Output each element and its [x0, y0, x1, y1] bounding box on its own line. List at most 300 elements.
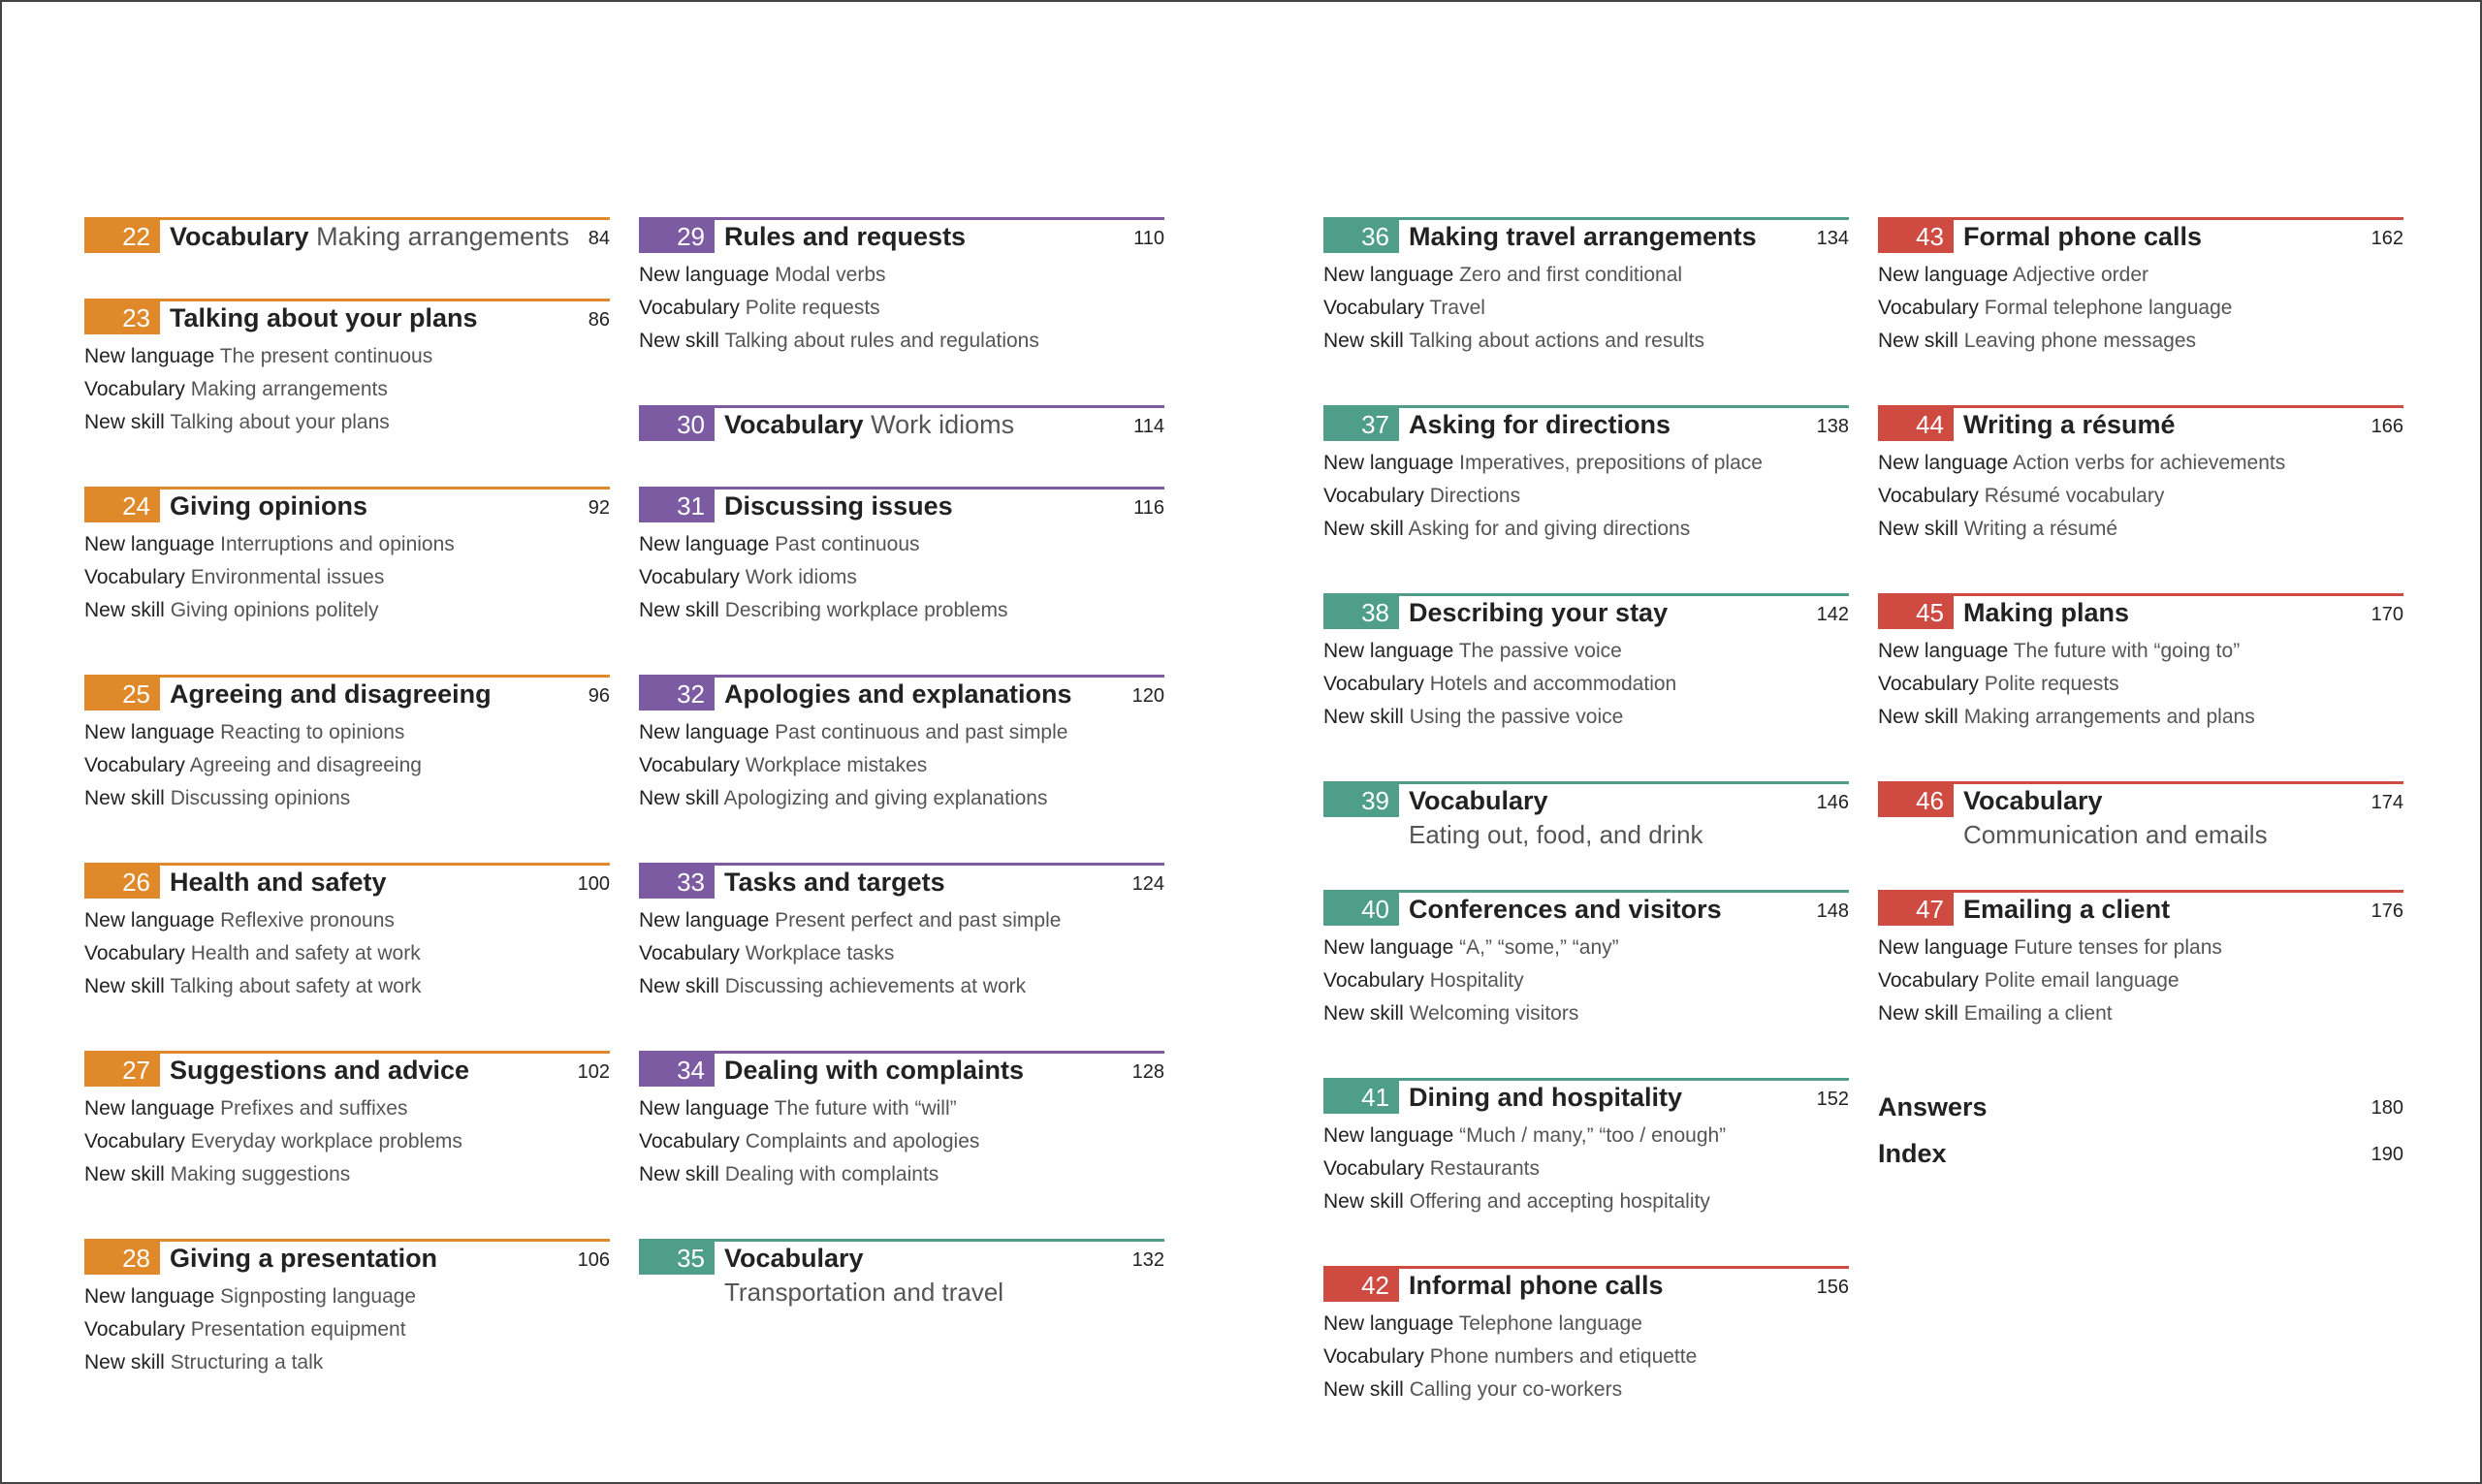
section-title: Answers — [1878, 1092, 1988, 1121]
new-skill-line — [1878, 997, 2403, 1030]
vocabulary-line-label: Vocabulary — [1878, 297, 1979, 319]
entry-title — [1963, 220, 2202, 253]
new-language-line-label: New language — [1878, 452, 2009, 474]
toc-entry[interactable] — [84, 299, 610, 439]
new-skill-line — [84, 970, 610, 1003]
page-number: 134 — [1816, 228, 1849, 249]
vocabulary-line-value: Hospitality — [1429, 969, 1524, 992]
new-skill-line-value: Giving opinions politely — [170, 599, 379, 621]
toc-entry[interactable] — [1323, 593, 1849, 734]
entry-header — [1323, 405, 1849, 445]
entry-title-text: Vocabulary — [170, 222, 309, 251]
chapter-number-badge: 42 — [1323, 1269, 1399, 1302]
page-number: 86 — [588, 309, 610, 331]
entry-title — [170, 1054, 469, 1087]
entry-details — [1323, 1118, 1849, 1218]
entry-title — [1409, 1269, 1664, 1302]
toc-entry[interactable] — [1878, 890, 2403, 1030]
entry-title — [1409, 893, 1722, 926]
new-skill-line-value: Describing workplace problems — [724, 599, 1008, 621]
page-number: 190 — [2371, 1144, 2403, 1165]
entry-title — [1963, 596, 2129, 629]
new-language-line-label: New language — [639, 533, 770, 555]
new-language-line — [1323, 635, 1849, 668]
entry-header — [1878, 781, 2403, 821]
toc-entry[interactable] — [639, 487, 1164, 627]
vocabulary-line-label: Vocabulary — [84, 942, 185, 964]
new-skill-line — [1323, 701, 1849, 734]
new-language-line-value: The present continuous — [219, 345, 433, 367]
new-language-line-value: Present perfect and past simple — [775, 909, 1062, 931]
entry-header — [639, 405, 1164, 445]
chapter-number-badge: 23 — [84, 301, 160, 334]
entry-details — [1878, 633, 2403, 734]
entry-title — [1409, 596, 1668, 629]
new-skill-line — [1878, 701, 2403, 734]
chapter-number-badge: 22 — [84, 220, 160, 253]
vocabulary-line-value: Workplace tasks — [745, 942, 895, 964]
chapter-number-badge: 43 — [1878, 220, 1954, 253]
vocabulary-line — [639, 749, 1164, 782]
entry-header — [84, 487, 610, 526]
new-language-line-label: New language — [639, 264, 770, 286]
entry-subtitle: Making arrangements — [316, 222, 570, 251]
entry-title-text: Giving opinions — [170, 491, 367, 521]
new-skill-line-value: Leaving phone messages — [1963, 330, 2197, 352]
entry-subtitle: Eating out, food, and drink — [1409, 820, 1703, 849]
vocabulary-line-value: Workplace mistakes — [745, 754, 928, 776]
toc-entry[interactable] — [1878, 217, 2403, 358]
toc-entry[interactable] — [639, 217, 1164, 358]
toc-entry[interactable] — [639, 1239, 1164, 1308]
entry-details — [1878, 257, 2403, 358]
toc-entry[interactable] — [639, 1051, 1164, 1191]
new-language-line-value: Modal verbs — [775, 264, 886, 286]
new-language-line — [639, 1092, 1164, 1125]
entry-title — [724, 489, 953, 522]
new-skill-line-value: Dealing with complaints — [724, 1163, 939, 1185]
new-language-line-value: Past continuous and past simple — [775, 721, 1068, 743]
entry-header — [639, 487, 1164, 526]
entry-details — [639, 257, 1164, 358]
entry-details — [84, 714, 610, 815]
section-title: Index — [1878, 1139, 1947, 1168]
new-language-line-label: New language — [1323, 936, 1454, 959]
new-language-line-label: New language — [1323, 1312, 1454, 1335]
new-skill-line — [639, 594, 1164, 627]
new-skill-line-value: Talking about your plans — [170, 411, 390, 433]
entry-title-text: Talking about your plans — [170, 303, 478, 332]
toc-entry[interactable] — [84, 1239, 610, 1379]
toc-entry[interactable] — [1323, 217, 1849, 358]
new-skill-line-value: Making arrangements and plans — [1963, 706, 2255, 728]
entry-title-text: Informal phone calls — [1409, 1271, 1664, 1300]
new-skill-line-label: New skill — [1323, 330, 1404, 352]
vocabulary-line-value: Formal telephone language — [1984, 297, 2233, 319]
new-skill-line — [1323, 1373, 1849, 1406]
chapter-number-badge: 46 — [1878, 784, 1954, 817]
entry-details — [1323, 930, 1849, 1030]
new-skill-line-label: New skill — [1323, 706, 1404, 728]
entry-header — [1323, 1266, 1849, 1306]
vocabulary-line-value: Environmental issues — [190, 566, 385, 588]
page-number: 156 — [1816, 1277, 1849, 1298]
new-language-line-label: New language — [639, 909, 770, 931]
entry-header — [639, 1051, 1164, 1090]
chapter-number-badge: 33 — [639, 866, 715, 899]
toc-entry[interactable] — [1878, 405, 2403, 546]
new-skill-line-label: New skill — [84, 411, 165, 433]
vocabulary-line-value: Hotels and accommodation — [1429, 673, 1677, 695]
entry-title-text: Apologies and explanations — [724, 679, 1072, 709]
entry-details — [1878, 930, 2403, 1030]
entry-header — [1323, 890, 1849, 930]
entry-details — [639, 1090, 1164, 1191]
new-skill-line-value: Offering and accepting hospitality — [1409, 1190, 1710, 1213]
entry-title — [170, 220, 569, 253]
chapter-number-badge: 47 — [1878, 893, 1954, 926]
chapter-number-badge: 37 — [1323, 408, 1399, 441]
vocabulary-line-value: Everyday workplace problems — [190, 1130, 462, 1152]
toc-index-entry[interactable] — [1878, 1134, 2403, 1173]
chapter-number-badge: 35 — [639, 1242, 715, 1275]
vocabulary-line-value: Restaurants — [1429, 1157, 1540, 1180]
entry-title — [1963, 784, 2103, 817]
new-language-line-value: Telephone language — [1458, 1312, 1642, 1335]
toc-entry[interactable] — [1323, 781, 1849, 850]
new-language-line — [639, 528, 1164, 561]
new-skill-line-label: New skill — [84, 1163, 165, 1185]
page-number: 124 — [1131, 873, 1164, 895]
new-skill-line-label: New skill — [639, 975, 719, 997]
chapter-number-badge: 40 — [1323, 893, 1399, 926]
entry-header — [639, 1239, 1164, 1279]
entry-header — [84, 1239, 610, 1279]
entry-header — [1878, 405, 2403, 445]
new-language-line-value: Reflexive pronouns — [220, 909, 395, 931]
toc-entry[interactable] — [1323, 890, 1849, 1030]
vocabulary-line-value: Directions — [1429, 485, 1521, 507]
chapter-number-badge: 39 — [1323, 784, 1399, 817]
entry-details — [1323, 1306, 1849, 1406]
vocabulary-line-value: Phone numbers and etiquette — [1429, 1345, 1698, 1368]
vocabulary-line-value: Polite email language — [1984, 969, 2180, 992]
vocabulary-line-label: Vocabulary — [1323, 969, 1424, 992]
new-language-line-label: New language — [84, 1097, 215, 1120]
page-number: 116 — [1133, 497, 1164, 519]
new-language-line-value: Action verbs for achievements — [2012, 452, 2286, 474]
entry-header — [1878, 593, 2403, 633]
page-number: 162 — [2371, 228, 2403, 249]
vocabulary-line-label: Vocabulary — [1878, 485, 1979, 507]
entry-title-text: Health and safety — [170, 868, 387, 897]
toc-entry[interactable] — [1878, 593, 2403, 734]
page-number: 120 — [1131, 685, 1164, 707]
vocabulary-line-value: Résumé vocabulary — [1984, 485, 2165, 507]
vocabulary-line-label: Vocabulary — [84, 1130, 185, 1152]
entry-title-text: Asking for directions — [1409, 410, 1671, 439]
entry-title — [1963, 408, 2176, 441]
entry-header — [84, 1051, 610, 1090]
new-language-line-value: The future with “going to” — [2013, 640, 2241, 662]
new-skill-line-label: New skill — [1878, 518, 1958, 540]
new-language-line-label: New language — [1878, 264, 2009, 286]
entry-header — [84, 217, 610, 257]
new-skill-line — [84, 1346, 610, 1379]
page-number: 142 — [1816, 604, 1849, 625]
toc-entry[interactable] — [84, 217, 610, 257]
entry-details — [639, 714, 1164, 815]
entry-title-text: Giving a presentation — [170, 1244, 438, 1273]
entry-title — [170, 489, 367, 522]
entry-title-text: Making plans — [1963, 598, 2130, 627]
toc-entry[interactable] — [84, 487, 610, 627]
entry-details — [1323, 445, 1849, 546]
entry-subtitle: Work idioms — [871, 410, 1015, 439]
vocabulary-line-label: Vocabulary — [1323, 297, 1424, 319]
page-number: 146 — [1816, 792, 1849, 813]
new-skill-line-value: Asking for and giving directions — [1408, 518, 1691, 540]
vocabulary-line-value: Polite requests — [745, 297, 880, 319]
new-skill-line — [84, 1158, 610, 1191]
entry-title-text: Dealing with complaints — [724, 1056, 1025, 1085]
page-number: 152 — [1816, 1089, 1849, 1110]
new-language-line-value: Imperatives, prepositions of place — [1459, 452, 1763, 474]
new-skill-line — [1323, 513, 1849, 546]
entry-header — [84, 299, 610, 338]
entry-header — [84, 675, 610, 714]
new-skill-line — [84, 406, 610, 439]
entry-details — [1878, 445, 2403, 546]
entry-title-text: Vocabulary — [1963, 786, 2103, 815]
new-language-line-label: New language — [84, 345, 215, 367]
vocabulary-line-label: Vocabulary — [84, 754, 185, 776]
toc-entry[interactable] — [1323, 1266, 1849, 1406]
toc-answers-entry[interactable] — [1878, 1088, 2403, 1126]
entry-title — [170, 678, 492, 710]
page-number: 174 — [2371, 792, 2403, 813]
new-skill-line-label: New skill — [84, 787, 165, 809]
vocabulary-line-value: Health and safety at work — [190, 942, 421, 964]
new-skill-line — [1323, 1185, 1849, 1218]
new-language-line — [1878, 447, 2403, 480]
vocabulary-line-label: Vocabulary — [84, 1318, 185, 1341]
vocabulary-line — [84, 373, 610, 406]
new-skill-line — [84, 782, 610, 815]
new-skill-line-value: Calling your co-workers — [1409, 1378, 1623, 1401]
new-skill-line-value: Talking about safety at work — [170, 975, 422, 997]
new-skill-line-value: Emailing a client — [1963, 1002, 2113, 1025]
new-language-line-label: New language — [639, 1097, 770, 1120]
new-skill-line — [639, 970, 1164, 1003]
vocabulary-line-label: Vocabulary — [1323, 1157, 1424, 1180]
chapter-number-badge: 30 — [639, 408, 715, 441]
new-language-line-value: Reacting to opinions — [220, 721, 405, 743]
vocabulary-line — [639, 292, 1164, 325]
new-language-line-label: New language — [1323, 452, 1454, 474]
entry-title-text: Agreeing and disagreeing — [170, 679, 492, 709]
new-language-line — [1323, 259, 1849, 292]
vocabulary-line — [639, 561, 1164, 594]
page-number: 92 — [588, 497, 610, 519]
vocabulary-line-label: Vocabulary — [639, 754, 740, 776]
new-language-line — [1323, 1308, 1849, 1341]
vocabulary-line — [84, 937, 610, 970]
page-number: 96 — [588, 685, 610, 707]
vocabulary-line-value: Presentation equipment — [190, 1318, 406, 1341]
new-language-line — [639, 716, 1164, 749]
chapter-number-badge: 45 — [1878, 596, 1954, 629]
chapter-number-badge: 44 — [1878, 408, 1954, 441]
new-skill-line-value: Using the passive voice — [1409, 706, 1624, 728]
chapter-number-badge: 25 — [84, 678, 160, 710]
vocabulary-line — [1323, 1152, 1849, 1185]
new-skill-line-value: Structuring a talk — [170, 1351, 324, 1373]
toc-entry[interactable] — [84, 675, 610, 815]
vocabulary-line — [1878, 964, 2403, 997]
toc-entry[interactable] — [639, 405, 1164, 445]
new-language-line-value: Zero and first conditional — [1459, 264, 1683, 286]
page-number: 148 — [1816, 900, 1849, 922]
vocabulary-line — [84, 749, 610, 782]
vocabulary-line-label: Vocabulary — [1323, 485, 1424, 507]
vocabulary-line — [639, 1125, 1164, 1158]
vocabulary-line — [1323, 480, 1849, 513]
vocabulary-line-value: Polite requests — [1984, 673, 2119, 695]
new-skill-line-value: Discussing opinions — [170, 787, 351, 809]
entry-details — [1323, 257, 1849, 358]
chapter-number-badge: 38 — [1323, 596, 1399, 629]
new-language-line — [84, 1280, 610, 1313]
vocabulary-line-label: Vocabulary — [639, 942, 740, 964]
new-language-line-value: Prefixes and suffixes — [220, 1097, 408, 1120]
toc-entry[interactable] — [1323, 1078, 1849, 1218]
new-language-line-label: New language — [639, 721, 770, 743]
new-skill-line-label: New skill — [1323, 1378, 1404, 1401]
vocabulary-line-label: Vocabulary — [639, 566, 740, 588]
entry-header — [84, 863, 610, 902]
chapter-number-badge: 32 — [639, 678, 715, 710]
vocabulary-line — [1878, 480, 2403, 513]
page-number: 128 — [1131, 1061, 1164, 1083]
new-skill-line-value: Welcoming visitors — [1409, 1002, 1579, 1025]
entry-header — [1323, 1078, 1849, 1118]
new-language-line-value: Adjective order — [2012, 264, 2149, 286]
entry-title-text: Writing a résumé — [1963, 410, 2176, 439]
entry-title — [724, 866, 945, 899]
vocabulary-line-value: Agreeing and disagreeing — [189, 754, 422, 776]
new-language-line — [1323, 931, 1849, 964]
new-language-line — [84, 716, 610, 749]
chapter-number-badge: 29 — [639, 220, 715, 253]
new-language-line-label: New language — [84, 721, 215, 743]
toc-entry[interactable] — [84, 1051, 610, 1191]
vocabulary-line-label: Vocabulary — [84, 566, 185, 588]
entry-title — [1409, 220, 1757, 253]
entry-title-text: Vocabulary — [724, 410, 864, 439]
new-language-line-value: “Much / many,” “too / enough” — [1459, 1124, 1727, 1147]
page-number: 180 — [2371, 1097, 2403, 1119]
entry-title — [724, 408, 1014, 441]
entry-title-text: Emailing a client — [1963, 895, 2171, 924]
vocabulary-line-label: Vocabulary — [639, 297, 740, 319]
new-language-line-value: Past continuous — [775, 533, 920, 555]
new-skill-line-value: Discussing achievements at work — [724, 975, 1027, 997]
entry-title-text: Making travel arrangements — [1409, 222, 1757, 251]
entry-header — [639, 217, 1164, 257]
entry-title — [724, 1054, 1024, 1087]
new-language-line — [84, 528, 610, 561]
new-language-line — [1878, 931, 2403, 964]
entry-title-text: Tasks and targets — [724, 868, 945, 897]
chapter-number-badge: 27 — [84, 1054, 160, 1087]
chapter-number-badge: 34 — [639, 1054, 715, 1087]
new-language-line — [1878, 635, 2403, 668]
new-skill-line-value: Writing a résumé — [1963, 518, 2118, 540]
vocabulary-line-value: Travel — [1429, 297, 1485, 319]
page-number: 114 — [1133, 416, 1164, 437]
vocabulary-line-label: Vocabulary — [1878, 673, 1979, 695]
new-language-line — [1323, 447, 1849, 480]
page-number: 110 — [1133, 228, 1164, 249]
entry-title — [1409, 1081, 1682, 1114]
entry-header — [639, 863, 1164, 902]
vocabulary-line-value: Complaints and apologies — [745, 1130, 980, 1152]
toc-entry[interactable] — [84, 863, 610, 1003]
toc-entry[interactable] — [639, 863, 1164, 1003]
entry-details — [84, 1090, 610, 1191]
entry-header — [1323, 781, 1849, 821]
entry-details — [84, 526, 610, 627]
toc-entry[interactable] — [1878, 781, 2403, 850]
vocabulary-line-label: Vocabulary — [84, 378, 185, 400]
entry-title — [170, 301, 478, 334]
entry-header — [639, 675, 1164, 714]
new-language-line-label: New language — [84, 1285, 215, 1308]
page-number: 132 — [1131, 1249, 1164, 1271]
new-skill-line — [639, 1158, 1164, 1191]
entry-title-text: Discussing issues — [724, 491, 953, 521]
entry-title — [1409, 408, 1671, 441]
new-language-line-label: New language — [84, 533, 215, 555]
page-number: 170 — [2371, 604, 2403, 625]
vocabulary-line — [1323, 292, 1849, 325]
new-skill-line-label: New skill — [1878, 330, 1958, 352]
vocabulary-line-label: Vocabulary — [1878, 969, 1979, 992]
entry-title-text: Vocabulary — [724, 1244, 864, 1273]
entry-title — [170, 1242, 437, 1275]
toc-entry[interactable] — [1323, 405, 1849, 546]
entry-subtitle: Transportation and travel — [724, 1278, 1004, 1307]
new-skill-line — [639, 782, 1164, 815]
entry-title — [724, 1242, 864, 1275]
page-number: 100 — [577, 873, 610, 895]
new-skill-line — [1878, 513, 2403, 546]
new-skill-line-label: New skill — [639, 599, 719, 621]
entry-title — [1409, 784, 1548, 817]
new-language-line — [1323, 1120, 1849, 1152]
new-language-line — [84, 340, 610, 373]
new-skill-line-value: Apologizing and giving explanations — [723, 787, 1048, 809]
toc-entry[interactable] — [639, 675, 1164, 815]
vocabulary-line — [1323, 668, 1849, 701]
entry-header — [1878, 890, 2403, 930]
vocabulary-line — [84, 1125, 610, 1158]
new-skill-line-label: New skill — [639, 787, 719, 809]
chapter-number-badge: 26 — [84, 866, 160, 899]
entry-title-text: Dining and hospitality — [1409, 1083, 1682, 1112]
entry-details — [84, 902, 610, 1003]
